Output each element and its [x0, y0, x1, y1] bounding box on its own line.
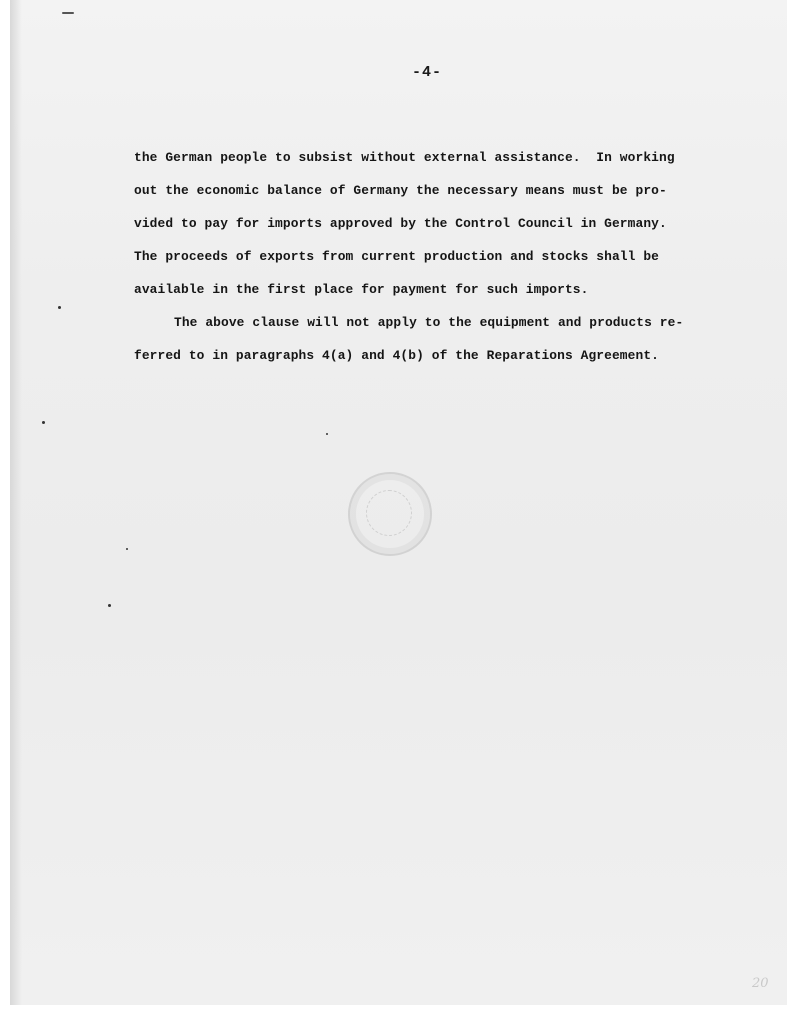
- body-line: available in the first place for payment for such imports.: [134, 282, 589, 297]
- body-line: The proceeds of exports from current production and stocks shall be: [134, 249, 659, 264]
- paper-speck: [42, 421, 45, 424]
- archive-stamp-inner-ring: [366, 490, 412, 536]
- document-page: [10, 0, 787, 1005]
- body-line: out the economic balance of Germany the necessary means must be pro-: [134, 183, 667, 198]
- paper-speck: [108, 604, 111, 607]
- body-line: ferred to in paragraphs 4(a) and 4(b) of the Reparations Agreement.: [134, 348, 659, 363]
- corner-pencil-mark: 20: [752, 976, 769, 991]
- body-line: the German people to subsist without external assistance. In working: [134, 150, 675, 165]
- paper-speck: [58, 306, 61, 309]
- paper-speck: [326, 433, 328, 435]
- body-line: vided to pay for imports approved by the Control Council in Germany.: [134, 216, 667, 231]
- body-line: The above clause will not apply to the equipment and products re-: [174, 315, 684, 330]
- paper-speck: [126, 548, 128, 550]
- paper-mark: [62, 12, 74, 14]
- page-number: -4-: [412, 64, 443, 81]
- page-shadow-edge: [10, 0, 22, 1005]
- archive-stamp: [348, 472, 432, 556]
